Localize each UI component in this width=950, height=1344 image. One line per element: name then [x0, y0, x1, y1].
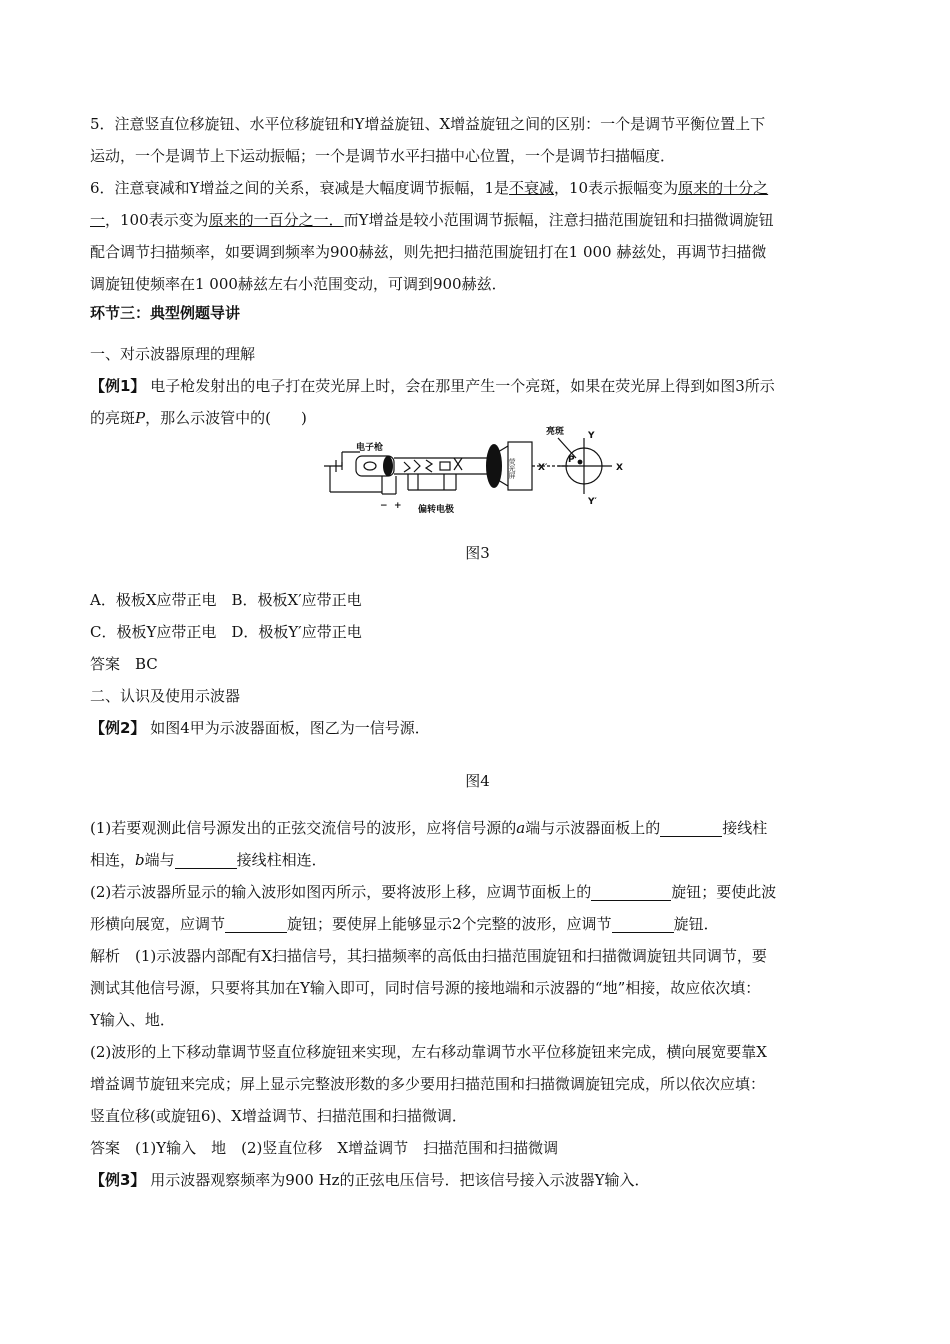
label-screen: 荧光屏: [508, 458, 516, 479]
bright-spot-dot: [578, 460, 583, 465]
answer-blank[interactable]: [225, 914, 287, 933]
label-gun: 电子枪: [356, 443, 384, 453]
example-1-line-1: [90, 370, 865, 402]
text-span: (2)若示波器所显示的输入波形如图丙所示，要将波形上移，应调节面板上的: [90, 883, 592, 901]
answer-blank[interactable]: [612, 914, 674, 933]
label-plus: +: [394, 501, 402, 511]
option-c-d: C．极板Y应带正电 D．极板Y′应带正电: [90, 623, 362, 641]
example-2-answer: 答案 (1)Y输入 地 (2)竖直位移 X增益调节 扫描范围和扫描微调: [90, 1139, 559, 1157]
question-1-line-2: [90, 844, 865, 876]
example-tag: 【例3】: [90, 1171, 146, 1189]
text-span: 旋钮．: [673, 915, 719, 933]
example-2-block: [90, 750, 865, 1196]
solution-line-4: (2)波形的上下移动靠调节竖直位移旋钮来实现，左右移动靠调节水平位移旋钮来完成，横向展宽要靠X: [90, 1043, 767, 1061]
example-1-answer: 答案 BC: [90, 655, 158, 673]
question-1-line-1: [90, 812, 865, 844]
text-span: 的亮斑: [90, 409, 136, 427]
example-1-options: [90, 522, 865, 744]
text-span: 形横向展宽，应调节: [90, 915, 226, 933]
label-x-prime: X′: [538, 463, 548, 473]
label-y-prime: Y′: [588, 497, 597, 507]
text-span: 端与示波器面板上的: [525, 819, 661, 837]
example-2-line-1: [90, 712, 865, 744]
text-span: 旋钮；要使此波: [671, 883, 777, 901]
label-x: X: [616, 463, 623, 473]
note-6-line-2: [90, 204, 865, 236]
text-span: ，10表示振幅变为: [554, 179, 679, 197]
text-span: 而Y增益是较小范围调节振幅，注意扫描范围旋钮和扫描微调旋钮: [343, 211, 774, 229]
text-span: ，那么示波管中的( ): [145, 409, 307, 427]
example-3-line-1: [90, 1164, 865, 1196]
solution-line-6: 竖直位移(或旋钮6)、X增益调节、扫描范围和扫描微调．: [90, 1107, 467, 1125]
option-a-b: A．极板X应带正电 B．极板X′应带正电: [90, 591, 362, 609]
text-span: 旋钮；要使屏上能够显示2个完整的波形，应调节: [287, 915, 612, 933]
label-spot: 亮斑: [546, 427, 565, 437]
text-span: 相连，: [90, 851, 136, 869]
underlined-text: 原来的十分之: [678, 179, 769, 197]
note-6-line-4: 调旋钮使频率在1 000赫兹左右小范围变动，可调到900赫兹．: [90, 275, 507, 293]
part-2-title: 二、认识及使用示波器: [90, 687, 241, 705]
italic-variable: a: [516, 819, 526, 837]
section-title: 环节三：典型例题导讲: [90, 304, 241, 322]
underlined-text: 不衰减: [509, 179, 555, 197]
solution-line-5: 增益调节旋钮来完成；屏上显示完整波形数的多少要用扫描范围和扫描微调旋钮完成，所以依次应填：: [90, 1075, 766, 1093]
note-6-line-1: [90, 172, 865, 204]
text-span: 接线柱相连．: [236, 851, 327, 869]
italic-variable: P: [135, 409, 146, 427]
text-span: 如图4甲为示波器面板，图乙为一信号源．: [145, 719, 430, 737]
answer-blank[interactable]: [175, 850, 237, 869]
label-p: P: [568, 455, 575, 465]
text-span: 接线柱: [722, 819, 768, 837]
part-1-title: 一、对示波器原理的理解: [90, 345, 256, 363]
question-2-line-2: [90, 908, 865, 940]
answer-blank[interactable]: [591, 882, 671, 901]
note-5-line-1: 5．注意竖直位移旋钮、水平位移旋钮和Y增益旋钮、X增益旋钮之间的区别：一个是调节平衡位置上下: [90, 115, 766, 133]
underlined-text: 原来的一百分之一．: [208, 211, 344, 229]
text-span: 电子枪发射出的电子打在荧光屏上时，会在那里产生一个亮斑，如果在荧光屏上得到如图3所示: [145, 377, 775, 395]
label-y: Y: [588, 431, 595, 441]
example-tag: 【例1】: [90, 377, 146, 395]
example-tag: 【例2】: [90, 719, 146, 737]
figure-4-caption: 图4: [465, 772, 490, 790]
label-plates: 偏转电极: [418, 505, 455, 515]
text-span: 用示波器观察频率为900 Hz的正弦电压信号．把该信号接入示波器Y输入．: [145, 1171, 650, 1189]
oscilloscope-tube-diagram: [322, 424, 638, 520]
figure-3-caption: 图3: [465, 544, 490, 562]
answer-blank[interactable]: [660, 818, 722, 837]
text-span: ，100表示变为: [105, 211, 209, 229]
underlined-text: 一: [90, 211, 106, 229]
solution-line-2: 测试其他信号源，只要将其加在Y输入即可，同时信号源的接地端和示波器的“地”相接，故应依次填：: [90, 979, 761, 997]
note-5-line-2: 运动，一个是调节上下运动振幅；一个是调节水平扫描中心位置，一个是调节扫描幅度．: [90, 147, 676, 165]
label-minus: −: [380, 501, 388, 511]
note-6-line-3: 配合调节扫描频率，如要调到频率为900赫兹，则先把扫描范围旋钮打在1 000 赫兹处，再调节扫描微: [90, 243, 767, 261]
solution-line-3: Y输入、地．: [90, 1011, 175, 1029]
solution-line-1: 解析 (1)示波器内部配有X扫描信号，其扫描频率的高低由扫描范围旋钮和扫描微调旋钮共同调节，要: [90, 947, 767, 965]
cathode-shape: [383, 456, 393, 476]
question-2-line-1: [90, 876, 865, 908]
example-1-block: [90, 338, 865, 434]
screen-edge-shape: [486, 444, 502, 488]
text-span: (1)若要观测此信号源发出的正弦交流信号的波形，应将信号源的: [90, 819, 517, 837]
section-block: [90, 300, 865, 326]
document-page: [90, 108, 865, 300]
text-span: 6．注意衰减和Y增益之间的关系，衰减是大幅度调节振幅，1是: [90, 179, 509, 197]
italic-variable: b: [135, 851, 145, 869]
text-span: 端与: [144, 851, 175, 869]
